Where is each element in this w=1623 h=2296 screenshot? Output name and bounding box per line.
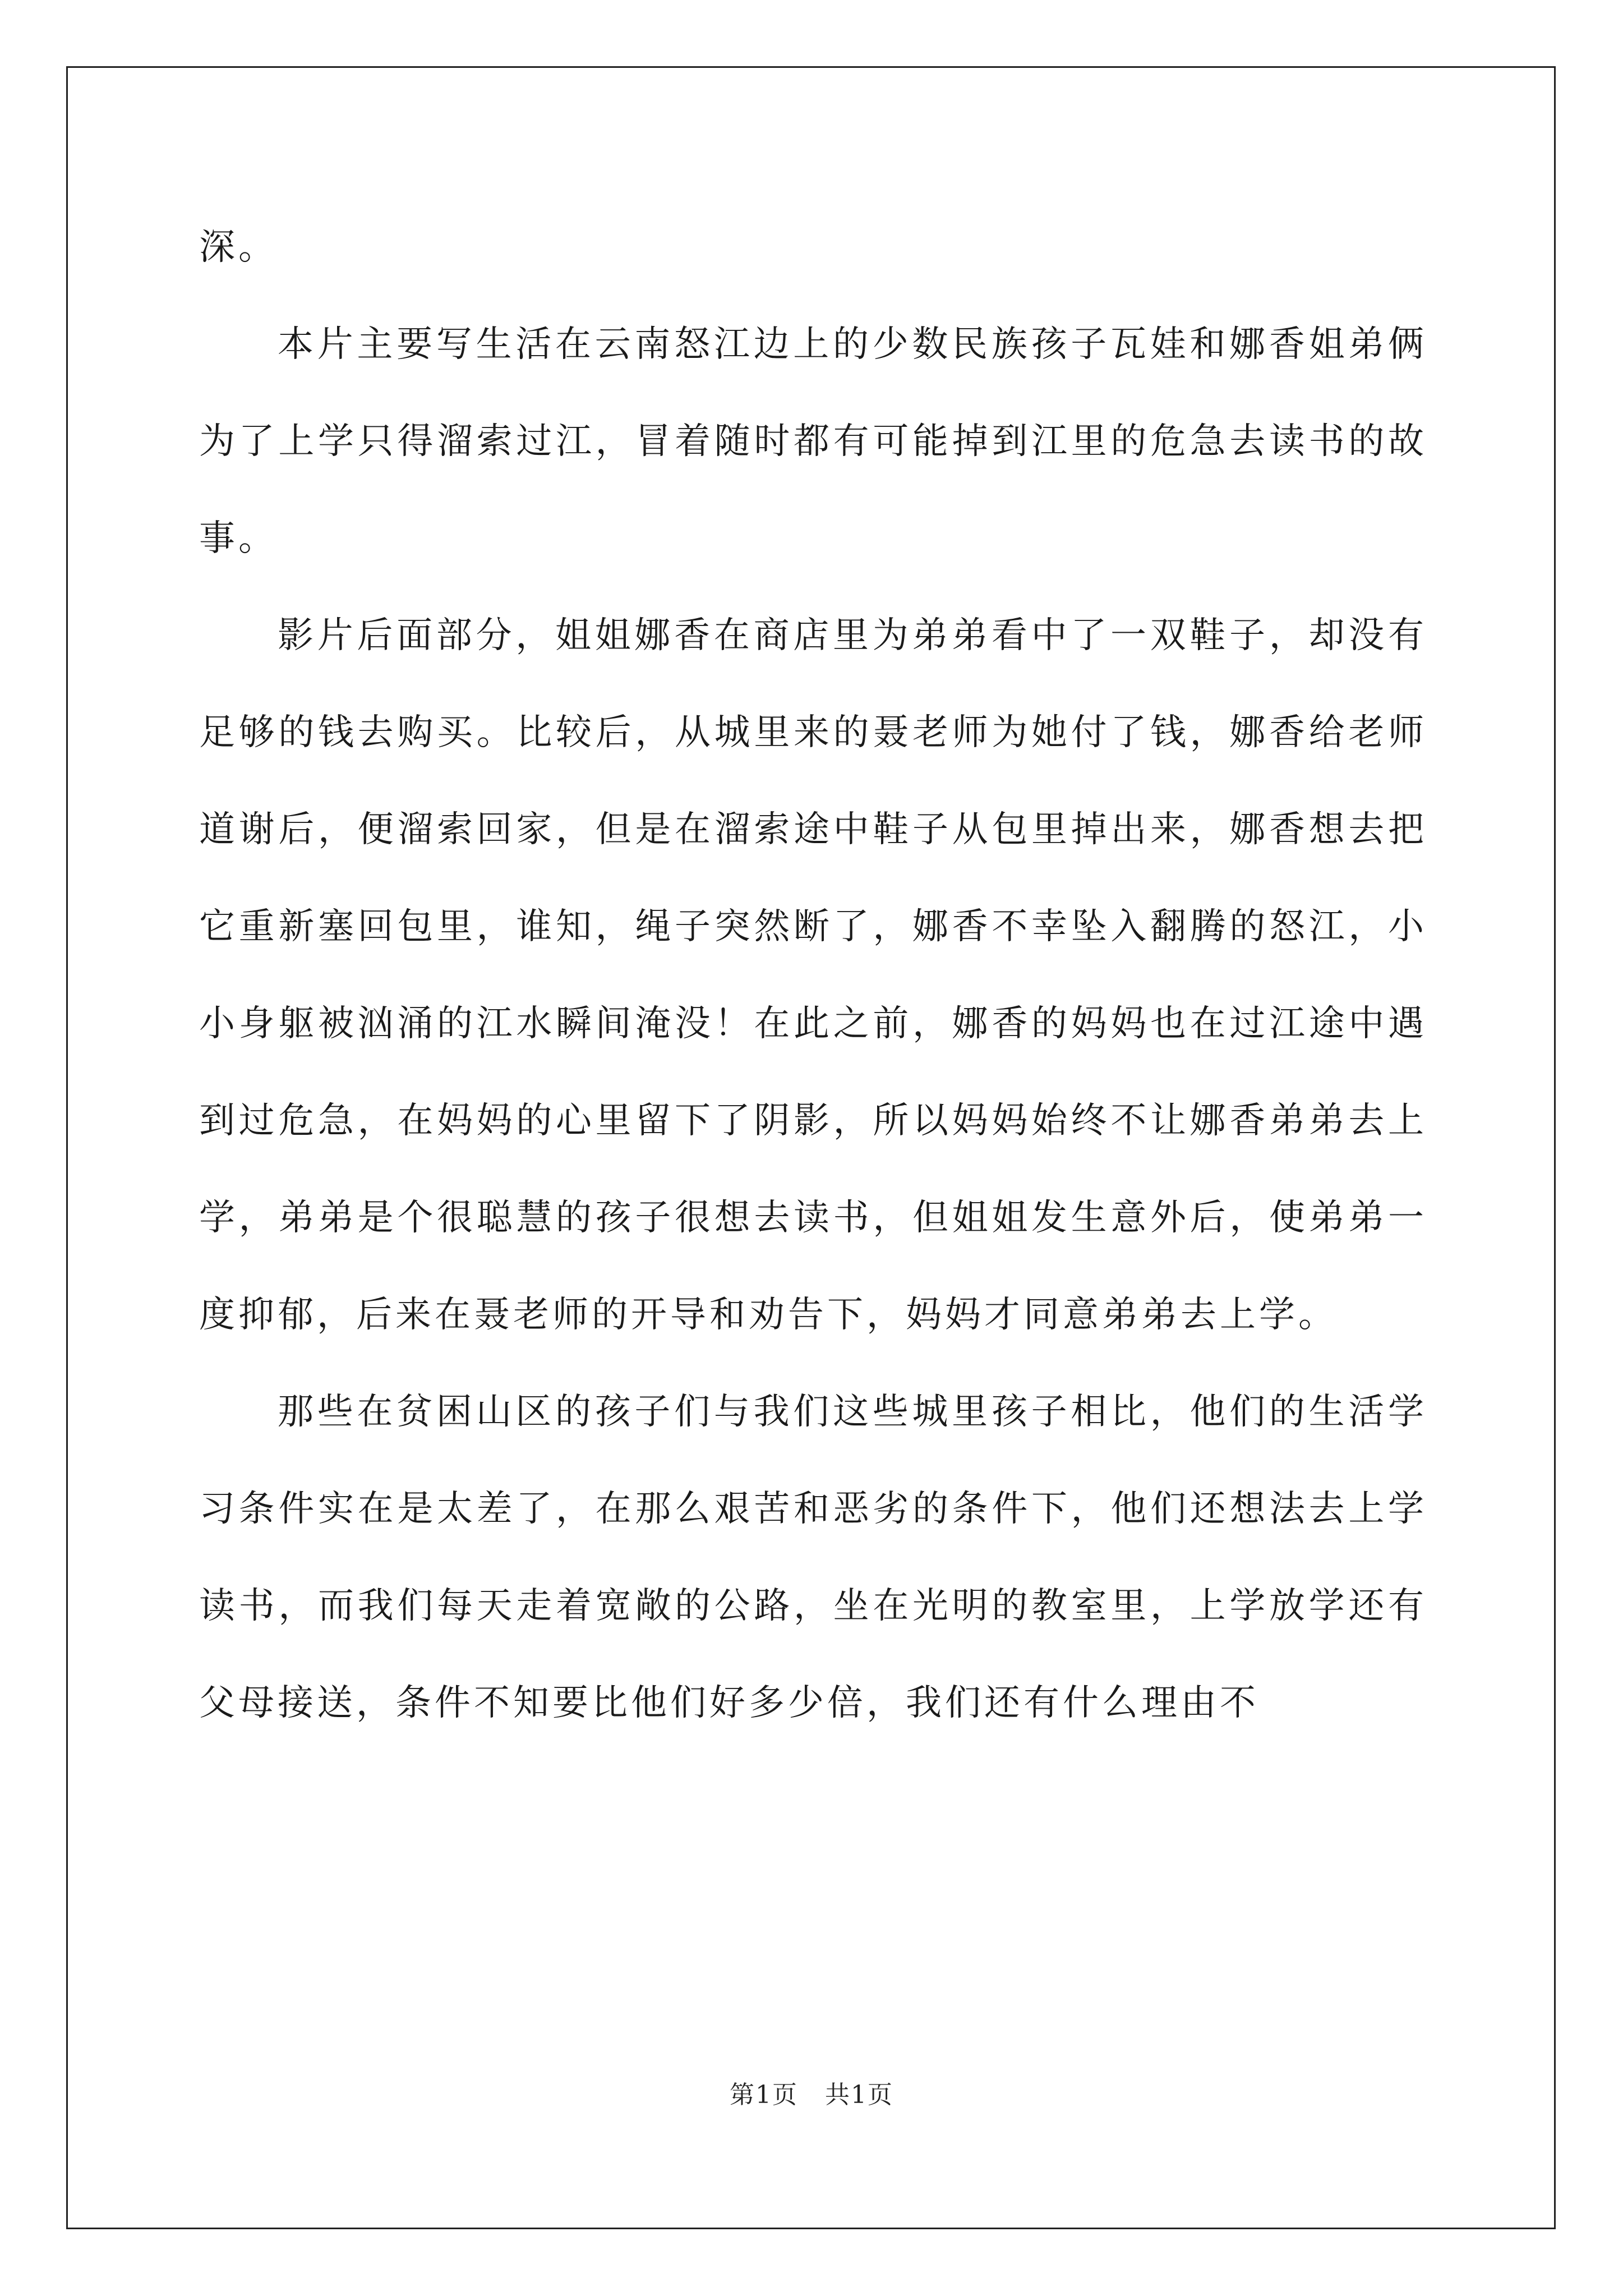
paragraph: 深。: [199, 227, 278, 268]
paragraph: 那些在贫困山区的孩子们与我们这些城里孩子相比，他们的生活学习条件实在是太差了，在那么艰苦和恶劣的条件下，他们还想法去上学读书，而我们每天走着宽敞的公路，坐在光明的教室里，上学放学还有父母接送，条件不知要比他们好多少倍，我们还有什么理由不: [199, 1391, 1427, 1724]
page-total: 共1页: [824, 2081, 893, 2109]
paragraph: 本片主要写生活在云南怒江边上的少数民族孩子瓦娃和娜香姐弟俩为了上学只得溜索过江，冒着随时都有可能掉到江里的危急去读书的故事。: [199, 324, 1427, 559]
footer-spacer: [798, 2081, 825, 2109]
document-body: [199, 199, 1427, 1752]
paragraph: 影片后面部分，姐姐娜香在商店里为弟弟看中了一双鞋子，却没有足够的钱去购买。比较后，从城里来的聂老师为她付了钱，娜香给老师道谢后，便溜索回家，但是在溜索途中鞋子从包里掉出来，娜香想去把它重新塞回包里，谁知，绳子突然断了，娜香不幸坠入翻腾的怒江，小小身躯被汹涌的江水瞬间淹没！在此之前，娜香的妈妈也在过江途中遇到过危急，在妈妈的心里留下了阴影，所以妈妈始终不让娜香弟弟去上学，弟弟是个很聪慧的孩子很想去读书，但姐姐发生意外后，使弟弟一度抑郁，后来在聂老师的开导和劝告下，妈妈才同意弟弟去上学。: [199, 615, 1427, 1336]
page-number: 第1页: [730, 2081, 799, 2109]
page-footer: [0, 2078, 1623, 2112]
